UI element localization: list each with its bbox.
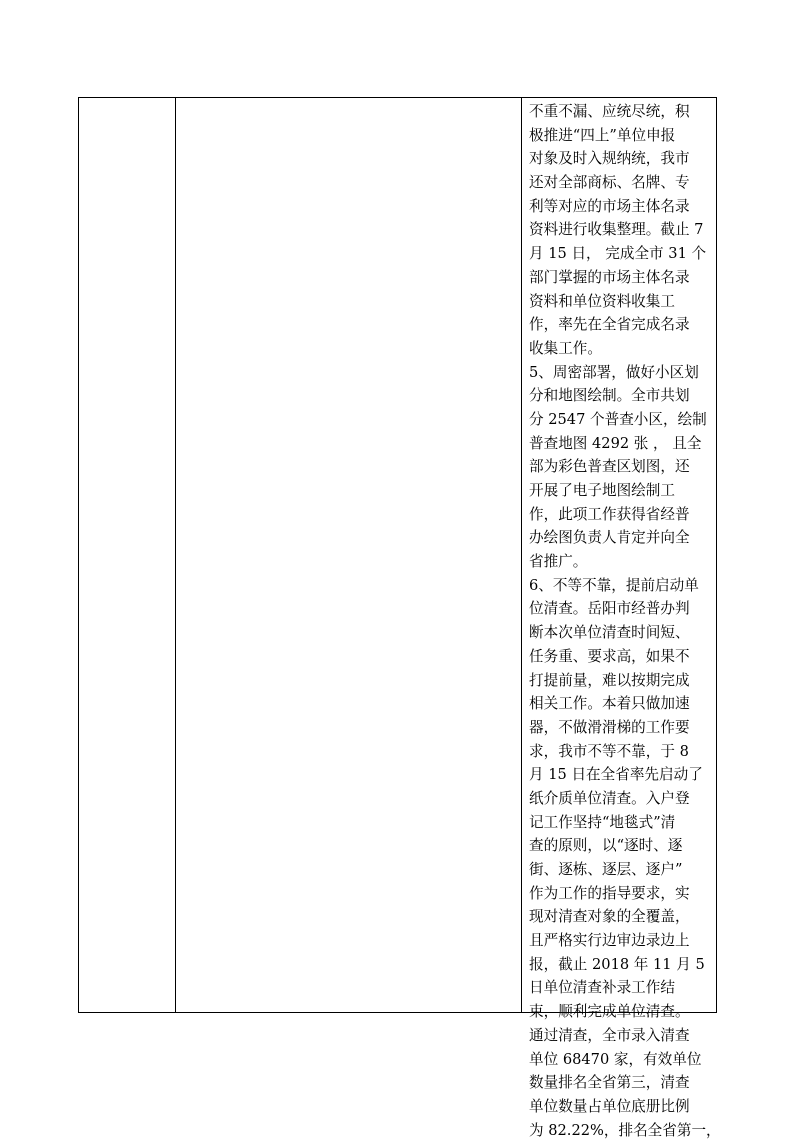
text-line: 单位数量占单位底册比例 [529,1097,690,1115]
column-divider-2 [521,98,522,1012]
text-line: 对象及时入规纳统，我市 [529,150,690,168]
text-line: 相关工作。本着只做加速 [529,695,690,713]
text-line: 作为工作的指导要求，实 [529,884,690,902]
column-divider-1 [175,98,176,1012]
text-line: 分 2547 个普查小区，绘制 [529,410,707,428]
text-line: 普查地图 4292 张 ， 且全 [529,434,702,452]
text-line: 作，率先在全省完成名录 [529,316,690,334]
text-line: 报，截止 2018 年 11 月 5 [529,955,705,973]
text-line: 且严格实行边审边录边上 [529,932,690,950]
text-line: 断本次单位清查时间短、 [529,624,690,642]
text-line: 纸介质单位清查。入户登 [529,789,690,807]
text-line: 6、不等不靠，提前启动单 [529,576,699,594]
text-line: 资料进行收集整理。截止 7 [529,221,704,239]
text-line: 开展了电子地图绘制工 [529,482,675,499]
text-line: 部为彩色普查区划图，还 [529,458,690,476]
text-line: 作，此项工作获得省经普 [529,505,690,523]
text-line: 收集工作。 [529,339,602,357]
report-table [78,97,721,1139]
table-cell-content [529,100,721,1142]
text-line: 数量排名全省第三，清查 [529,1074,690,1092]
text-line: 束，顺利完成单位清查。 [529,1003,690,1021]
text-line: 器，不做滑滑梯的工作要 [529,718,690,736]
text-line: 求，我市不等不靠，于 8 [529,742,689,760]
text-line: 任务重、要求高，如果不 [529,647,690,665]
text-line: 打提前量，难以按期完成 [529,671,690,689]
text-line: 为 82.22%，排名全省第一， [529,1121,721,1139]
text-line: 月 15 日， 完成全市 31 个 [529,245,707,263]
text-line: 通过清查，全市录入清查 [529,1026,690,1044]
text-line: 不重不漏、应统尽统，积 [529,103,690,120]
text-line: 利等对应的市场主体名录 [529,197,690,215]
text-line: 街、逐栋、逐层、逐户” [529,861,683,878]
text-line: 分和地图绘制。全市共划 [529,387,690,405]
text-line: 5、周密部署，做好小区划 [529,363,699,381]
text-line: 省推广。 [529,553,588,571]
text-line: 日单位清查补录工作结 [529,979,675,997]
text-line: 办绘图负责人肯定并向全 [529,529,690,547]
text-line: 资料和单位资料收集工 [529,292,675,310]
text-line: 位清查。岳阳市经普办判 [529,600,690,618]
text-line: 极推进“四上”单位申报 [529,126,676,144]
text-line: 现对清查对象的全覆盖， [529,908,690,926]
text-line: 查的原则，以“逐时、逐 [529,837,683,855]
text-line: 记工作坚持“地毯式”清 [529,813,676,831]
text-line: 部门掌握的市场主体名录 [529,268,690,286]
text-line: 单位 68470 家，有效单位 [529,1050,702,1068]
text-line: 还对全部商标、名牌、专 [529,174,690,192]
text-line: 月 15 日在全省率先启动了 [529,766,703,784]
